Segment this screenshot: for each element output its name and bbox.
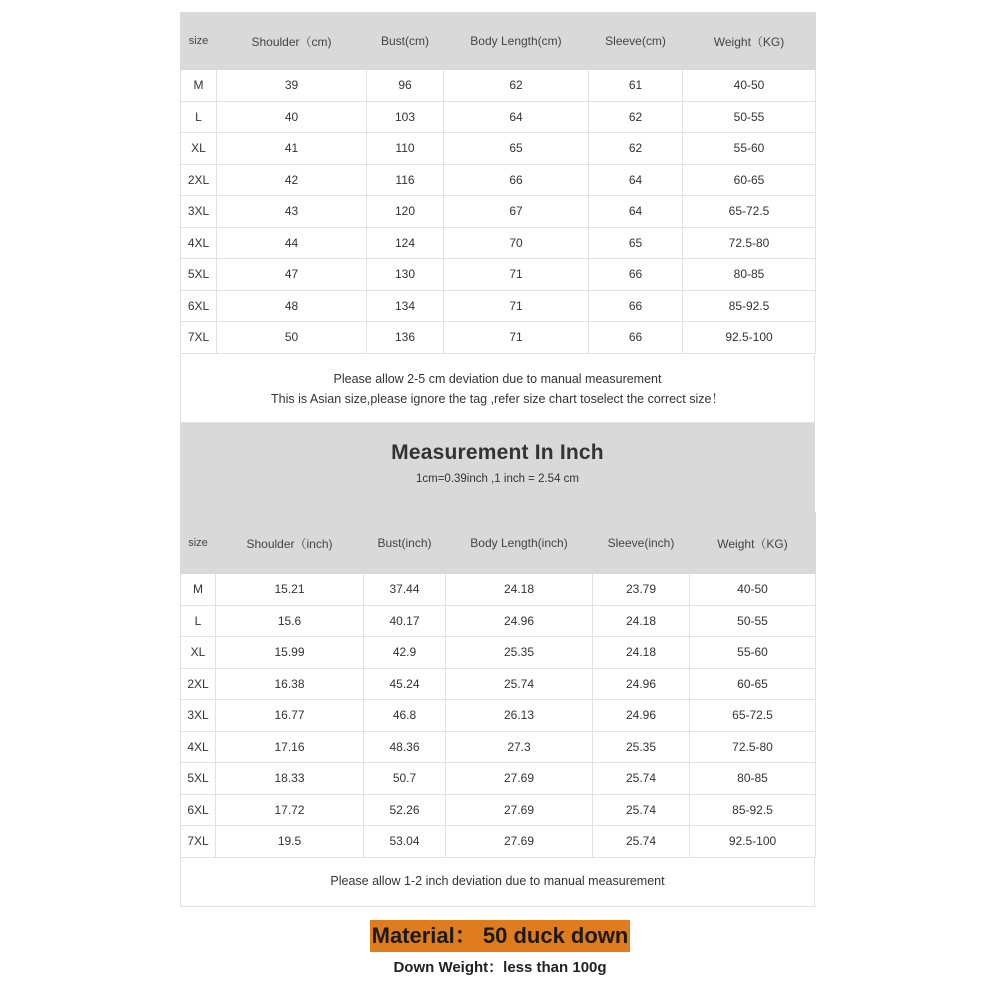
- table-cell: 136: [367, 322, 444, 354]
- column-header: Weight（KG): [683, 13, 816, 70]
- table-cell: 66: [444, 164, 589, 196]
- size-cell: M: [181, 574, 216, 606]
- table-cell: 25.35: [446, 637, 593, 669]
- table-cell: 65-72.5: [683, 196, 816, 228]
- table-cell: 24.96: [593, 668, 690, 700]
- column-header: size: [181, 513, 216, 574]
- table-cell: 24.96: [593, 700, 690, 732]
- table-row: [181, 700, 816, 732]
- table-cell: 15.99: [216, 637, 364, 669]
- column-header: Bust(inch): [364, 513, 446, 574]
- inch-section-title: Measurement In Inch: [391, 441, 604, 464]
- table-cell: 66: [589, 290, 683, 322]
- table-cell: 42: [217, 164, 367, 196]
- table-row: [181, 227, 816, 259]
- table-cell: 65: [444, 133, 589, 165]
- table-cell: 61: [589, 70, 683, 102]
- table-row: [181, 259, 816, 291]
- column-header: Weight（KG): [690, 513, 816, 574]
- table-cell: 40.17: [364, 605, 446, 637]
- size-chart-inch-table: [180, 512, 816, 858]
- column-header: size: [181, 13, 217, 70]
- table-row: [181, 668, 816, 700]
- table-cell: 41: [217, 133, 367, 165]
- table-cell: 120: [367, 196, 444, 228]
- table-row: [181, 70, 816, 102]
- table-row: [181, 794, 816, 826]
- table-cell: 66: [589, 322, 683, 354]
- column-header: Sleeve(inch): [593, 513, 690, 574]
- table-cell: 80-85: [690, 763, 816, 795]
- table-cell: 16.38: [216, 668, 364, 700]
- column-header: Body Length(inch): [446, 513, 593, 574]
- table-cell: 62: [589, 101, 683, 133]
- table-cell: 72.5-80: [690, 731, 816, 763]
- table-cell: 60-65: [690, 668, 816, 700]
- size-cell: L: [181, 605, 216, 637]
- column-header: Shoulder（inch): [216, 513, 364, 574]
- table-cell: 65-72.5: [690, 700, 816, 732]
- table-cell: 15.21: [216, 574, 364, 606]
- table-cell: 37.44: [364, 574, 446, 606]
- table-cell: 92.5-100: [690, 826, 816, 858]
- table-cell: 40: [217, 101, 367, 133]
- size-cell: 2XL: [181, 668, 216, 700]
- table-cell: 46.8: [364, 700, 446, 732]
- table-cell: 62: [589, 133, 683, 165]
- table-cell: 65: [589, 227, 683, 259]
- inch-deviation-note: [180, 857, 815, 907]
- column-header: Sleeve(cm): [589, 13, 683, 70]
- table-cell: 39: [217, 70, 367, 102]
- table-cell: 80-85: [683, 259, 816, 291]
- size-cell: 3XL: [181, 196, 217, 228]
- table-cell: 85-92.5: [690, 794, 816, 826]
- table-cell: 64: [589, 196, 683, 228]
- size-cell: XL: [181, 133, 217, 165]
- table-cell: 19.5: [216, 826, 364, 858]
- column-header: Bust(cm): [367, 13, 444, 70]
- table-cell: 42.9: [364, 637, 446, 669]
- table-row: [181, 574, 816, 606]
- table-cell: 85-92.5: [683, 290, 816, 322]
- table-cell: 92.5-100: [683, 322, 816, 354]
- size-chart-inch-body: [181, 574, 816, 858]
- table-cell: 45.24: [364, 668, 446, 700]
- inch-deviation-note-text: Please allow 1-2 inch deviation due to manual measurement: [330, 874, 665, 888]
- table-row: [181, 637, 816, 669]
- table-cell: 24.18: [446, 574, 593, 606]
- table-row: [181, 605, 816, 637]
- table-cell: 27.69: [446, 826, 593, 858]
- table-cell: 130: [367, 259, 444, 291]
- table-cell: 27.69: [446, 794, 593, 826]
- cm-deviation-note: [180, 355, 815, 423]
- table-row: [181, 731, 816, 763]
- table-row: [181, 826, 816, 858]
- table-cell: 26.13: [446, 700, 593, 732]
- table-cell: 50.7: [364, 763, 446, 795]
- table-cell: 52.26: [364, 794, 446, 826]
- table-cell: 17.16: [216, 731, 364, 763]
- table-cell: 15.6: [216, 605, 364, 637]
- inch-conversion-note: 1cm=0.39inch ,1 inch = 2.54 cm: [415, 473, 579, 485]
- table-cell: 70: [444, 227, 589, 259]
- table-cell: 64: [589, 164, 683, 196]
- table-cell: 116: [367, 164, 444, 196]
- table-cell: 50: [217, 322, 367, 354]
- table-cell: 71: [444, 322, 589, 354]
- table-cell: 23.79: [593, 574, 690, 606]
- table-cell: 24.96: [446, 605, 593, 637]
- size-cell: 6XL: [181, 290, 217, 322]
- size-chart-cm-body: [181, 70, 816, 354]
- table-cell: 47: [217, 259, 367, 291]
- cm-deviation-note-line1: Please allow 2-5 cm deviation due to manual measurement: [333, 372, 662, 386]
- table-cell: 40-50: [690, 574, 816, 606]
- table-cell: 48: [217, 290, 367, 322]
- size-chart-inch-header: [181, 513, 816, 574]
- size-cell: 5XL: [181, 259, 217, 291]
- table-cell: 134: [367, 290, 444, 322]
- table-row: [181, 322, 816, 354]
- table-cell: 18.33: [216, 763, 364, 795]
- down-weight-label: Down Weight：less than 100g: [393, 959, 607, 976]
- size-cell: 3XL: [181, 700, 216, 732]
- table-row: [181, 763, 816, 795]
- table-cell: 71: [444, 290, 589, 322]
- table-cell: 43: [217, 196, 367, 228]
- inch-section-banner: [180, 423, 815, 512]
- table-cell: 25.74: [593, 794, 690, 826]
- size-cell: 7XL: [181, 322, 217, 354]
- table-cell: 44: [217, 227, 367, 259]
- table-cell: 40-50: [683, 70, 816, 102]
- table-cell: 25.74: [593, 763, 690, 795]
- cm-deviation-note-line2: This is Asian size,please ignore the tag ,refer size chart toselect the correct size！: [271, 392, 724, 406]
- table-row: [181, 101, 816, 133]
- size-cell: 4XL: [181, 227, 217, 259]
- size-cell: L: [181, 101, 217, 133]
- table-cell: 17.72: [216, 794, 364, 826]
- size-cell: 4XL: [181, 731, 216, 763]
- table-cell: 50-55: [690, 605, 816, 637]
- table-cell: 96: [367, 70, 444, 102]
- material-label: Material： 50 duck down: [370, 920, 631, 952]
- table-cell: 103: [367, 101, 444, 133]
- table-cell: 67: [444, 196, 589, 228]
- size-cell: XL: [181, 637, 216, 669]
- table-cell: 62: [444, 70, 589, 102]
- table-row: [181, 196, 816, 228]
- table-cell: 24.18: [593, 637, 690, 669]
- table-cell: 25.74: [446, 668, 593, 700]
- table-cell: 64: [444, 101, 589, 133]
- table-cell: 60-65: [683, 164, 816, 196]
- size-cell: 7XL: [181, 826, 216, 858]
- table-cell: 27.3: [446, 731, 593, 763]
- table-cell: 55-60: [683, 133, 816, 165]
- table-cell: 71: [444, 259, 589, 291]
- material-banner: [0, 920, 1000, 952]
- table-cell: 72.5-80: [683, 227, 816, 259]
- table-row: [181, 133, 816, 165]
- table-cell: 53.04: [364, 826, 446, 858]
- size-chart-cm-table: [180, 12, 816, 354]
- size-cell: 6XL: [181, 794, 216, 826]
- table-cell: 124: [367, 227, 444, 259]
- size-chart-cm-header: [181, 13, 816, 70]
- table-cell: 50-55: [683, 101, 816, 133]
- size-cell: M: [181, 70, 217, 102]
- size-cell: 2XL: [181, 164, 217, 196]
- table-cell: 66: [589, 259, 683, 291]
- table-row: [181, 164, 816, 196]
- table-cell: 24.18: [593, 605, 690, 637]
- table-cell: 25.35: [593, 731, 690, 763]
- table-cell: 27.69: [446, 763, 593, 795]
- table-cell: 48.36: [364, 731, 446, 763]
- column-header: Body Length(cm): [444, 13, 589, 70]
- size-cell: 5XL: [181, 763, 216, 795]
- table-cell: 110: [367, 133, 444, 165]
- table-cell: 25.74: [593, 826, 690, 858]
- table-cell: 16.77: [216, 700, 364, 732]
- table-cell: 55-60: [690, 637, 816, 669]
- table-row: [181, 290, 816, 322]
- column-header: Shoulder（cm): [217, 13, 367, 70]
